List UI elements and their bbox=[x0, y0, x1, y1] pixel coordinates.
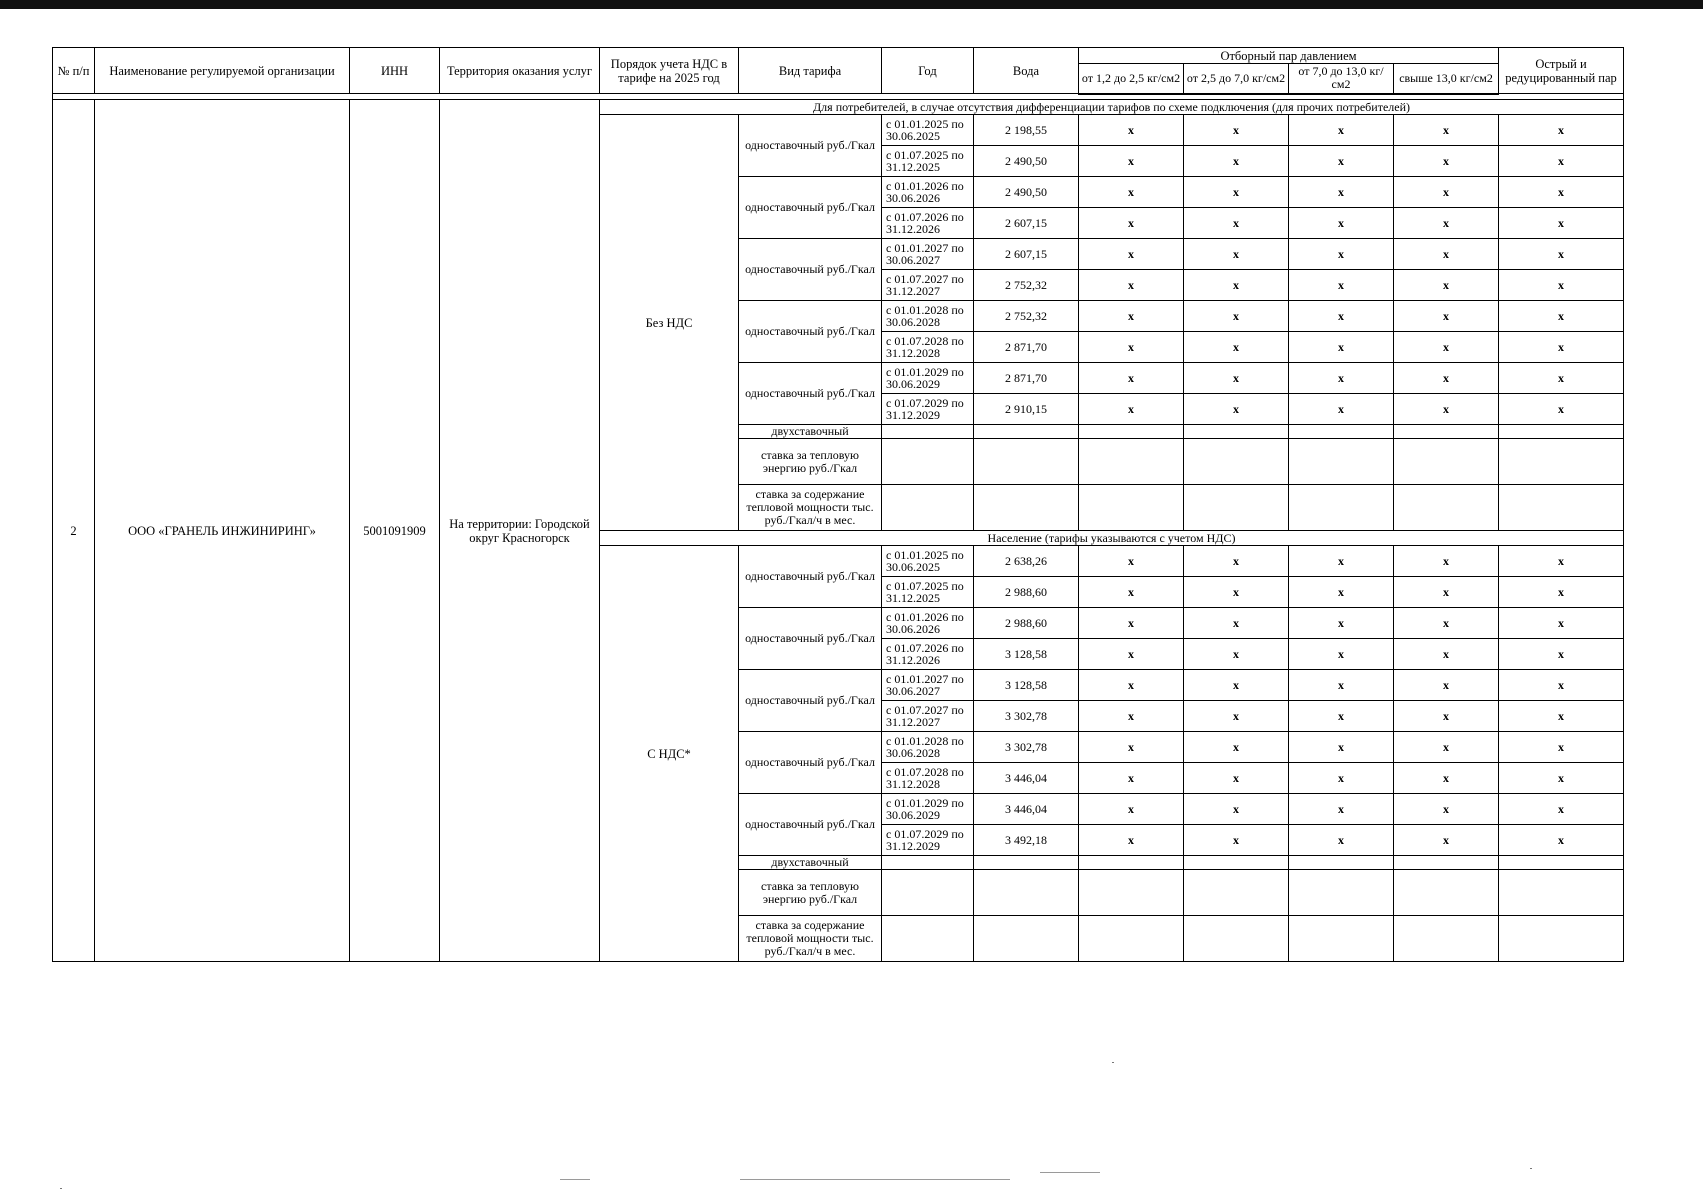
steam-na-mark: x bbox=[1289, 332, 1394, 363]
water-rate-cell: 3 128,58 bbox=[974, 639, 1079, 670]
tariff-type-one-rate: одноставочный руб./Гкал bbox=[739, 177, 882, 239]
steam-na-mark: x bbox=[1184, 701, 1289, 732]
steam-na-mark: x bbox=[1184, 577, 1289, 608]
org-number: 2 bbox=[53, 100, 95, 962]
scan-noise bbox=[1530, 1168, 1532, 1169]
tariff-type-one-rate: одноставочный руб./Гкал bbox=[739, 301, 882, 363]
steam-na-mark: x bbox=[1079, 763, 1184, 794]
header-water: Вода bbox=[974, 48, 1079, 94]
period-cell: с 01.07.2029 по 31.12.2029 bbox=[882, 825, 974, 856]
tariff-type-one-rate: одноставочный руб./Гкал bbox=[739, 670, 882, 732]
period-cell: с 01.07.2027 по 31.12.2027 bbox=[882, 270, 974, 301]
steam-na-mark: x bbox=[1499, 239, 1624, 270]
steam-na-mark: x bbox=[1499, 701, 1624, 732]
steam-na-mark: x bbox=[1394, 639, 1499, 670]
period-cell: с 01.07.2026 по 31.12.2026 bbox=[882, 208, 974, 239]
steam-na-mark: x bbox=[1079, 394, 1184, 425]
steam-na-mark: x bbox=[1079, 332, 1184, 363]
section-title: Для потребителей, в случае отсутствия дифференциации тарифов по схеме подключения (для прочих потребителей) bbox=[600, 100, 1624, 115]
water-rate-cell: 2 607,15 bbox=[974, 239, 1079, 270]
steam-na-mark: x bbox=[1079, 732, 1184, 763]
scan-noise bbox=[740, 1179, 1010, 1180]
steam-na-mark: x bbox=[1289, 208, 1394, 239]
steam-na-mark: x bbox=[1184, 301, 1289, 332]
empty-cell bbox=[1079, 425, 1184, 439]
period-cell: с 01.01.2029 по 30.06.2029 bbox=[882, 363, 974, 394]
steam-na-mark: x bbox=[1289, 732, 1394, 763]
header-pressure-4: свыше 13,0 кг/см2 bbox=[1394, 64, 1499, 94]
steam-na-mark: x bbox=[1079, 825, 1184, 856]
water-rate-cell: 3 446,04 bbox=[974, 794, 1079, 825]
empty-cell bbox=[1499, 856, 1624, 870]
empty-cell bbox=[1079, 856, 1184, 870]
tariff-type-capacity-rate: ставка за содержание тепловой мощности тыс. руб./Гкал/ч в мес. bbox=[739, 916, 882, 962]
tariff-type-one-rate: одноставочный руб./Гкал bbox=[739, 363, 882, 425]
tariff-type-energy-rate: ставка за тепловую энергию руб./Гкал bbox=[739, 439, 882, 485]
empty-cell bbox=[1184, 485, 1289, 531]
steam-na-mark: x bbox=[1184, 394, 1289, 425]
header-org-name: Наименование регулируемой организации bbox=[95, 48, 350, 94]
steam-na-mark: x bbox=[1289, 301, 1394, 332]
steam-na-mark: x bbox=[1289, 177, 1394, 208]
steam-na-mark: x bbox=[1499, 608, 1624, 639]
empty-cell bbox=[974, 856, 1079, 870]
empty-cell bbox=[1289, 425, 1394, 439]
steam-na-mark: x bbox=[1289, 763, 1394, 794]
steam-na-mark: x bbox=[1079, 639, 1184, 670]
tariff-type-one-rate: одноставочный руб./Гкал bbox=[739, 732, 882, 794]
steam-na-mark: x bbox=[1184, 239, 1289, 270]
steam-na-mark: x bbox=[1499, 825, 1624, 856]
steam-na-mark: x bbox=[1394, 177, 1499, 208]
steam-na-mark: x bbox=[1079, 115, 1184, 146]
empty-cell bbox=[1394, 485, 1499, 531]
tariff-type-energy-rate: ставка за тепловую энергию руб./Гкал bbox=[739, 870, 882, 916]
tariff-type-one-rate: одноставочный руб./Гкал bbox=[739, 115, 882, 177]
period-cell: с 01.07.2026 по 31.12.2026 bbox=[882, 639, 974, 670]
steam-na-mark: x bbox=[1184, 763, 1289, 794]
steam-na-mark: x bbox=[1394, 825, 1499, 856]
empty-cell bbox=[1184, 856, 1289, 870]
water-rate-cell: 3 446,04 bbox=[974, 763, 1079, 794]
header-territory: Территория оказания услуг bbox=[440, 48, 600, 94]
empty-cell bbox=[1499, 870, 1624, 916]
steam-na-mark: x bbox=[1079, 794, 1184, 825]
empty-cell bbox=[1289, 856, 1394, 870]
steam-na-mark: x bbox=[1499, 732, 1624, 763]
water-rate-cell: 2 910,15 bbox=[974, 394, 1079, 425]
period-cell: с 01.01.2027 по 30.06.2027 bbox=[882, 239, 974, 270]
water-rate-cell: 3 302,78 bbox=[974, 732, 1079, 763]
tariff-type-two-rate: двухставочный bbox=[739, 856, 882, 870]
header-pressure-1: от 1,2 до 2,5 кг/см2 bbox=[1079, 64, 1184, 94]
empty-cell bbox=[882, 870, 974, 916]
steam-na-mark: x bbox=[1184, 794, 1289, 825]
steam-na-mark: x bbox=[1289, 577, 1394, 608]
empty-cell bbox=[882, 485, 974, 531]
vat-order-cell: С НДС* bbox=[600, 546, 739, 962]
steam-na-mark: x bbox=[1079, 239, 1184, 270]
steam-na-mark: x bbox=[1394, 577, 1499, 608]
steam-na-mark: x bbox=[1394, 208, 1499, 239]
steam-na-mark: x bbox=[1394, 546, 1499, 577]
org-inn: 5001091909 bbox=[350, 100, 440, 962]
header-year: Год bbox=[882, 48, 974, 94]
empty-cell bbox=[974, 439, 1079, 485]
tariff-type-one-rate: одноставочный руб./Гкал bbox=[739, 546, 882, 608]
empty-cell bbox=[1394, 916, 1499, 962]
steam-na-mark: x bbox=[1289, 670, 1394, 701]
steam-na-mark: x bbox=[1499, 794, 1624, 825]
steam-na-mark: x bbox=[1394, 301, 1499, 332]
steam-na-mark: x bbox=[1499, 546, 1624, 577]
steam-na-mark: x bbox=[1499, 208, 1624, 239]
steam-na-mark: x bbox=[1184, 332, 1289, 363]
empty-cell bbox=[1184, 425, 1289, 439]
steam-na-mark: x bbox=[1289, 270, 1394, 301]
empty-cell bbox=[974, 916, 1079, 962]
water-rate-cell: 2 638,26 bbox=[974, 546, 1079, 577]
steam-na-mark: x bbox=[1394, 394, 1499, 425]
header-vat-order: Порядок учета НДС в тарифе на 2025 год bbox=[600, 48, 739, 94]
steam-na-mark: x bbox=[1394, 608, 1499, 639]
period-cell: с 01.07.2025 по 31.12.2025 bbox=[882, 577, 974, 608]
steam-na-mark: x bbox=[1499, 394, 1624, 425]
steam-na-mark: x bbox=[1079, 363, 1184, 394]
period-cell: с 01.07.2028 по 31.12.2028 bbox=[882, 763, 974, 794]
empty-cell bbox=[882, 916, 974, 962]
steam-na-mark: x bbox=[1394, 270, 1499, 301]
empty-cell bbox=[974, 870, 1079, 916]
steam-na-mark: x bbox=[1289, 825, 1394, 856]
header-pressure-2: от 2,5 до 7,0 кг/см2 bbox=[1184, 64, 1289, 94]
steam-na-mark: x bbox=[1079, 546, 1184, 577]
steam-na-mark: x bbox=[1184, 363, 1289, 394]
empty-cell bbox=[1289, 439, 1394, 485]
steam-na-mark: x bbox=[1289, 363, 1394, 394]
steam-na-mark: x bbox=[1079, 177, 1184, 208]
empty-cell bbox=[1184, 870, 1289, 916]
header-num: № п/п bbox=[53, 48, 95, 94]
steam-na-mark: x bbox=[1079, 270, 1184, 301]
steam-na-mark: x bbox=[1394, 763, 1499, 794]
empty-cell bbox=[1499, 916, 1624, 962]
water-rate-cell: 2 752,32 bbox=[974, 270, 1079, 301]
empty-cell bbox=[1079, 485, 1184, 531]
period-cell: с 01.01.2029 по 30.06.2029 bbox=[882, 794, 974, 825]
steam-na-mark: x bbox=[1184, 825, 1289, 856]
empty-cell bbox=[882, 856, 974, 870]
steam-na-mark: x bbox=[1394, 670, 1499, 701]
steam-na-mark: x bbox=[1394, 239, 1499, 270]
steam-na-mark: x bbox=[1184, 732, 1289, 763]
water-rate-cell: 3 128,58 bbox=[974, 670, 1079, 701]
steam-na-mark: x bbox=[1184, 177, 1289, 208]
steam-na-mark: x bbox=[1289, 608, 1394, 639]
scan-noise bbox=[1040, 1172, 1100, 1173]
steam-na-mark: x bbox=[1499, 177, 1624, 208]
empty-cell bbox=[1184, 916, 1289, 962]
empty-cell bbox=[1394, 439, 1499, 485]
empty-cell bbox=[1079, 916, 1184, 962]
steam-na-mark: x bbox=[1289, 546, 1394, 577]
steam-na-mark: x bbox=[1184, 639, 1289, 670]
period-cell: с 01.01.2027 по 30.06.2027 bbox=[882, 670, 974, 701]
steam-na-mark: x bbox=[1079, 301, 1184, 332]
empty-cell bbox=[1079, 870, 1184, 916]
period-cell: с 01.07.2025 по 31.12.2025 bbox=[882, 146, 974, 177]
steam-na-mark: x bbox=[1394, 701, 1499, 732]
steam-na-mark: x bbox=[1394, 146, 1499, 177]
steam-na-mark: x bbox=[1184, 208, 1289, 239]
steam-na-mark: x bbox=[1394, 363, 1499, 394]
tariff-table bbox=[52, 47, 1624, 962]
period-cell: с 01.01.2025 по 30.06.2025 bbox=[882, 115, 974, 146]
period-cell: с 01.01.2026 по 30.06.2026 bbox=[882, 177, 974, 208]
steam-na-mark: x bbox=[1184, 546, 1289, 577]
empty-cell bbox=[1394, 425, 1499, 439]
water-rate-cell: 2 607,15 bbox=[974, 208, 1079, 239]
empty-cell bbox=[1499, 485, 1624, 531]
scan-noise bbox=[1112, 1062, 1114, 1063]
steam-na-mark: x bbox=[1499, 577, 1624, 608]
steam-na-mark: x bbox=[1499, 639, 1624, 670]
steam-na-mark: x bbox=[1499, 763, 1624, 794]
steam-na-mark: x bbox=[1499, 146, 1624, 177]
period-cell: с 01.01.2028 по 30.06.2028 bbox=[882, 301, 974, 332]
water-rate-cell: 2 988,60 bbox=[974, 577, 1079, 608]
period-cell: с 01.01.2028 по 30.06.2028 bbox=[882, 732, 974, 763]
empty-cell bbox=[1394, 870, 1499, 916]
steam-na-mark: x bbox=[1079, 577, 1184, 608]
water-rate-cell: 2 490,50 bbox=[974, 177, 1079, 208]
steam-na-mark: x bbox=[1184, 670, 1289, 701]
steam-na-mark: x bbox=[1499, 270, 1624, 301]
steam-na-mark: x bbox=[1499, 670, 1624, 701]
water-rate-cell: 2 871,70 bbox=[974, 363, 1079, 394]
empty-cell bbox=[1499, 439, 1624, 485]
steam-na-mark: x bbox=[1394, 115, 1499, 146]
header-pressure-3: от 7,0 до 13,0 кг/см2 bbox=[1289, 64, 1394, 94]
water-rate-cell: 2 490,50 bbox=[974, 146, 1079, 177]
steam-na-mark: x bbox=[1289, 239, 1394, 270]
empty-cell bbox=[1289, 916, 1394, 962]
org-name: ООО «ГРАНЕЛЬ ИНЖИНИРИНГ» bbox=[95, 100, 350, 962]
steam-na-mark: x bbox=[1079, 670, 1184, 701]
empty-cell bbox=[882, 439, 974, 485]
scan-noise bbox=[60, 1188, 62, 1189]
steam-na-mark: x bbox=[1184, 115, 1289, 146]
scan-top-border bbox=[0, 0, 1703, 9]
org-territory: На территории: Городской округ Красногорск bbox=[440, 100, 600, 962]
empty-cell bbox=[1079, 439, 1184, 485]
tariff-type-one-rate: одноставочный руб./Гкал bbox=[739, 794, 882, 856]
tariff-type-one-rate: одноставочный руб./Гкал bbox=[739, 608, 882, 670]
water-rate-cell: 3 492,18 bbox=[974, 825, 1079, 856]
steam-na-mark: x bbox=[1394, 332, 1499, 363]
steam-na-mark: x bbox=[1184, 270, 1289, 301]
tariff-type-capacity-rate: ставка за содержание тепловой мощности тыс. руб./Гкал/ч в мес. bbox=[739, 485, 882, 531]
period-cell: с 01.07.2029 по 31.12.2029 bbox=[882, 394, 974, 425]
empty-cell bbox=[1394, 856, 1499, 870]
steam-na-mark: x bbox=[1499, 301, 1624, 332]
steam-na-mark: x bbox=[1289, 639, 1394, 670]
section-title: Население (тарифы указываются с учетом НДС) bbox=[600, 531, 1624, 546]
section-title-row bbox=[53, 100, 1624, 115]
water-rate-cell: 2 871,70 bbox=[974, 332, 1079, 363]
vat-order-cell: Без НДС bbox=[600, 115, 739, 531]
water-rate-cell: 2 752,32 bbox=[974, 301, 1079, 332]
steam-na-mark: x bbox=[1394, 732, 1499, 763]
steam-na-mark: x bbox=[1499, 332, 1624, 363]
steam-na-mark: x bbox=[1289, 146, 1394, 177]
steam-na-mark: x bbox=[1079, 146, 1184, 177]
header-tariff-type: Вид тарифа bbox=[739, 48, 882, 94]
header-sharp-steam: Острый и редуцированный пар bbox=[1499, 48, 1624, 94]
header-inn: ИНН bbox=[350, 48, 440, 94]
header-row-1 bbox=[53, 48, 1624, 64]
water-rate-cell: 2 198,55 bbox=[974, 115, 1079, 146]
steam-na-mark: x bbox=[1184, 608, 1289, 639]
scan-noise bbox=[560, 1179, 590, 1180]
empty-cell bbox=[882, 425, 974, 439]
header-steam-group: Отборный пар давлением bbox=[1079, 48, 1499, 64]
water-rate-cell: 2 988,60 bbox=[974, 608, 1079, 639]
empty-cell bbox=[1499, 425, 1624, 439]
tariff-type-one-rate: одноставочный руб./Гкал bbox=[739, 239, 882, 301]
empty-cell bbox=[1184, 439, 1289, 485]
period-cell: с 01.07.2027 по 31.12.2027 bbox=[882, 701, 974, 732]
tariff-type-two-rate: двухставочный bbox=[739, 425, 882, 439]
period-cell: с 01.01.2025 по 30.06.2025 bbox=[882, 546, 974, 577]
water-rate-cell: 3 302,78 bbox=[974, 701, 1079, 732]
empty-cell bbox=[974, 425, 1079, 439]
steam-na-mark: x bbox=[1079, 701, 1184, 732]
steam-na-mark: x bbox=[1289, 701, 1394, 732]
empty-cell bbox=[974, 485, 1079, 531]
steam-na-mark: x bbox=[1289, 794, 1394, 825]
steam-na-mark: x bbox=[1394, 794, 1499, 825]
empty-cell bbox=[1289, 485, 1394, 531]
steam-na-mark: x bbox=[1184, 146, 1289, 177]
steam-na-mark: x bbox=[1079, 608, 1184, 639]
period-cell: с 01.07.2028 по 31.12.2028 bbox=[882, 332, 974, 363]
steam-na-mark: x bbox=[1499, 115, 1624, 146]
steam-na-mark: x bbox=[1289, 394, 1394, 425]
steam-na-mark: x bbox=[1499, 363, 1624, 394]
steam-na-mark: x bbox=[1079, 208, 1184, 239]
period-cell: с 01.01.2026 по 30.06.2026 bbox=[882, 608, 974, 639]
empty-cell bbox=[1289, 870, 1394, 916]
steam-na-mark: x bbox=[1289, 115, 1394, 146]
